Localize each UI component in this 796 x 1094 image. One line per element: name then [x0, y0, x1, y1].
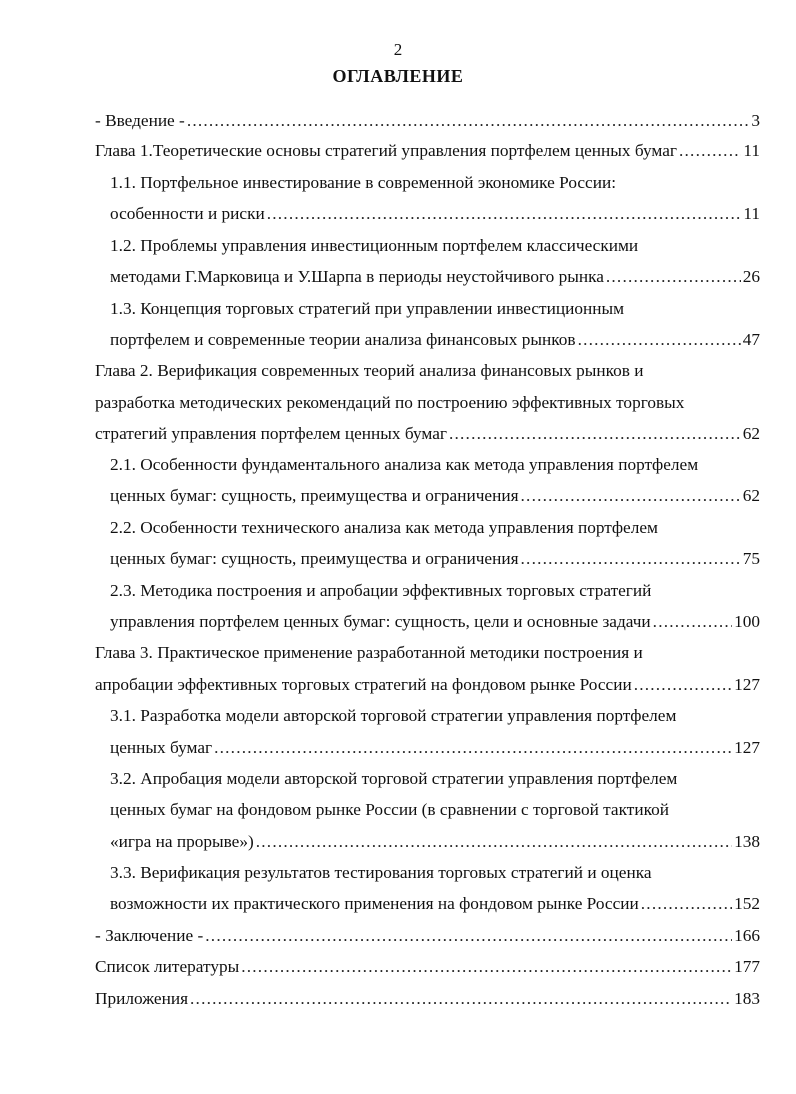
toc-entry-page: 75: [742, 549, 760, 568]
toc-entry-section-2-3-cont[interactable]: [110, 607, 760, 637]
toc-entry-section-1-3[interactable]: [110, 294, 760, 324]
toc-entry-page: 62: [742, 424, 760, 443]
toc-entry-text: 2.3. Методика построения и апробации эффективных торговых стратегий: [110, 581, 652, 600]
toc-entry-chapter-2-cont[interactable]: [95, 419, 760, 449]
toc-entry-page: 62: [742, 486, 760, 505]
toc-entry-text: портфелем и современные теории анализа финансовых рынков: [110, 330, 576, 349]
toc-entry-text: ценных бумаг: [110, 738, 213, 757]
toc-entry-section-3-3[interactable]: [110, 858, 760, 888]
toc-entry-text: ценных бумаг: сущность, преимущества и ограничения: [110, 549, 519, 568]
toc-entry-chapter-3-cont[interactable]: [95, 670, 760, 700]
toc-entry-section-1-2-cont[interactable]: [110, 262, 760, 292]
toc-entry-page: 177: [734, 957, 760, 976]
toc-entry-chapter-3[interactable]: [95, 638, 760, 668]
toc-entry-text: особенности и риски: [110, 204, 265, 223]
toc-entry-page: 183: [734, 989, 760, 1008]
toc-entry-page: 3: [751, 111, 760, 130]
toc-entry-text: 2.1. Особенности фундаментального анализа как метода управления портфелем: [110, 455, 699, 474]
toc-entry-section-2-3[interactable]: [110, 576, 760, 606]
page-title: ОГЛАВЛЕНИЕ: [332, 66, 464, 86]
toc-entry-chapter-2-cont[interactable]: [95, 388, 760, 418]
toc-entry-section-2-2[interactable]: [110, 513, 760, 543]
toc-entry-page: 11: [743, 141, 760, 160]
toc-entry-page: 47: [742, 330, 760, 349]
toc-entry-section-3-2[interactable]: [110, 764, 760, 794]
toc-entry-text: методами Г.Марковица и У.Шарпа в периоды неустойчивого рынка: [110, 267, 604, 286]
toc-entry-page: 100: [734, 612, 760, 631]
toc-entry-text: 3.2. Апробация модели авторской торговой стратегии управления портфелем: [110, 769, 678, 788]
toc-entry-text: управления портфелем ценных бумаг: сущность, цели и основные задачи: [110, 612, 651, 631]
toc-entry-section-1-3-cont[interactable]: [110, 325, 760, 355]
toc-entry-text: «игра на прорыве»): [110, 832, 254, 851]
toc-entry-page: 152: [734, 894, 760, 913]
toc-entry-appendices[interactable]: [95, 984, 760, 1014]
toc-entry-text: возможности их практического применения на фондовом рынке России: [110, 894, 639, 913]
toc-entry-text: 1.2. Проблемы управления инвестиционным портфелем классическими: [110, 236, 639, 255]
toc-entry-section-3-1-cont[interactable]: [110, 733, 760, 763]
toc-entry-section-3-2-cont[interactable]: [110, 827, 760, 857]
toc-entry-section-3-2-cont[interactable]: [110, 795, 760, 825]
toc-entry-text: Глава 2. Верификация современных теорий анализа финансовых рынков и: [95, 361, 644, 380]
toc-entry-text: 3.3. Верификация результатов тестирования торговых стратегий и оценка: [110, 863, 652, 882]
toc-entry-text: апробации эффективных торговых стратегий на фондовом рынке России: [95, 675, 632, 694]
toc-entry-text: 2.2. Особенности технического анализа как метода управления портфелем: [110, 518, 658, 537]
toc-entry-page: 127: [734, 675, 760, 694]
toc-entry-section-1-2[interactable]: [110, 231, 760, 261]
toc-entry-text: 1.1. Портфельное инвестирование в современной экономике России:: [110, 173, 617, 192]
toc-entry-page: 26: [742, 267, 760, 286]
toc-entry-chapter-2[interactable]: [95, 356, 760, 386]
toc-entry-text: ценных бумаг: сущность, преимущества и ограничения: [110, 486, 519, 505]
toc-entry-section-3-3-cont[interactable]: [110, 889, 760, 919]
toc-entry-conclusion[interactable]: [95, 921, 760, 951]
toc-entry-section-1-1-cont[interactable]: [110, 199, 760, 229]
toc-entry-text: стратегий управления портфелем ценных бумаг: [95, 424, 447, 443]
toc-entry-text: 1.3. Концепция торговых стратегий при управлении инвестиционным: [110, 299, 625, 318]
toc-entry-text: - Введение -: [95, 111, 185, 130]
toc-entry-text: Приложения: [95, 989, 189, 1008]
toc-entry-page: 138: [734, 832, 760, 851]
toc-entry-text: Глава 1.Теоретические основы стратегий управления портфелем ценных бумаг: [95, 141, 678, 160]
toc-entry-text: Список литературы: [95, 957, 240, 976]
toc-entry-text: - Заключение -: [95, 926, 204, 945]
toc-entry-intro[interactable]: [95, 106, 760, 136]
toc-entry-text: ценных бумаг на фондовом рынке России (в сравнении с торговой тактикой: [110, 800, 669, 819]
toc-entry-text: разработка методических рекомендаций по построению эффективных торговых: [95, 393, 685, 412]
toc-entry-chapter-1[interactable]: [95, 136, 760, 166]
toc-entry-page: 127: [734, 738, 760, 757]
toc-entry-text: 3.1. Разработка модели авторской торговой стратегии управления портфелем: [110, 706, 677, 725]
page-number: 2: [393, 40, 403, 59]
toc-entry-page: 166: [734, 926, 760, 945]
toc-entry-section-2-2-cont[interactable]: [110, 544, 760, 574]
toc-entry-section-2-1[interactable]: [110, 450, 760, 480]
toc-entry-section-1-1[interactable]: [110, 168, 760, 198]
toc-entry-text: Глава 3. Практическое применение разработанной методики построения и: [95, 643, 643, 662]
toc-entry-page: 11: [743, 204, 760, 223]
toc-entry-section-2-1-cont[interactable]: [110, 481, 760, 511]
toc-entry-references[interactable]: [95, 952, 760, 982]
toc-entry-section-3-1[interactable]: [110, 701, 760, 731]
